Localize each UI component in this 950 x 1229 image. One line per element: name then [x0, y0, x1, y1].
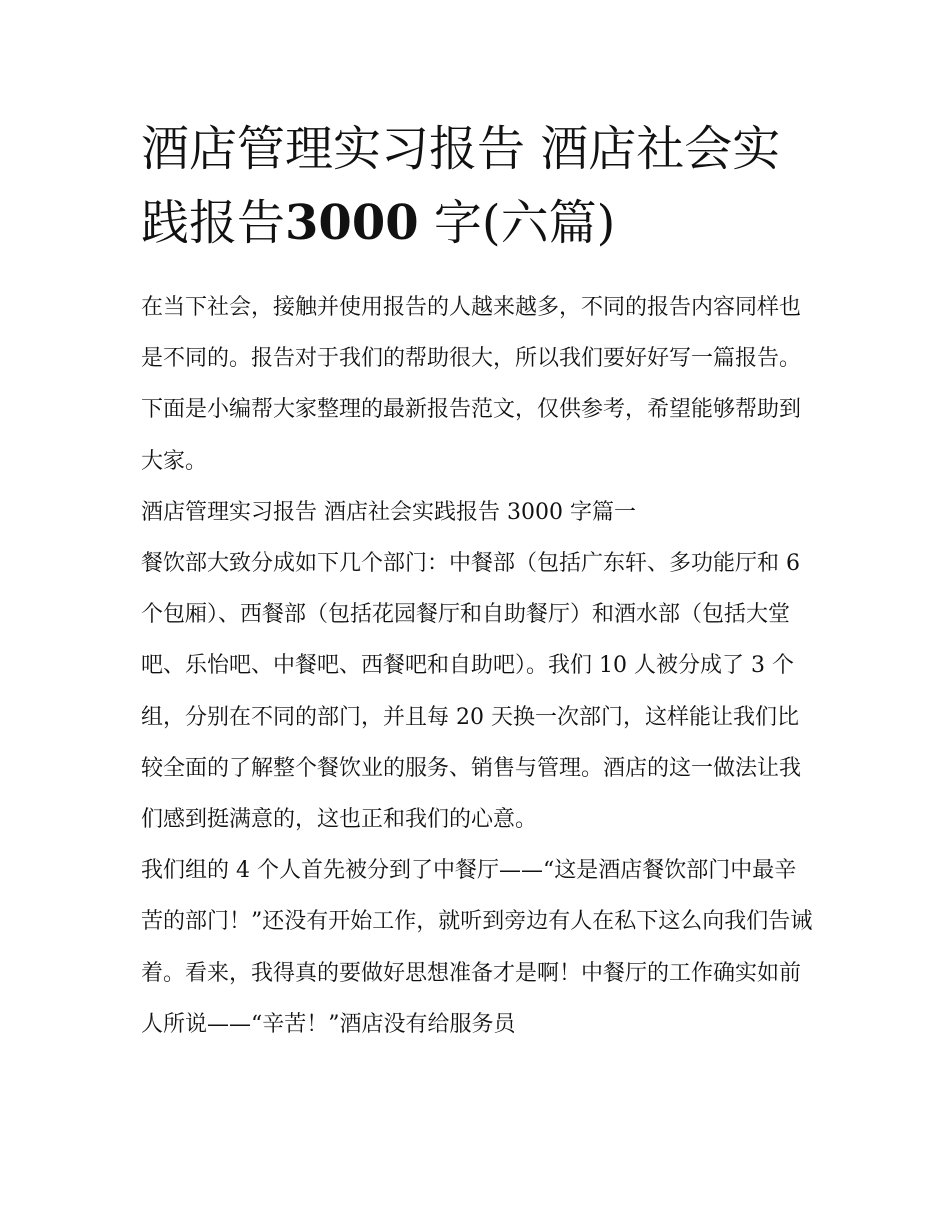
body-paragraph: 餐饮部大致分成如下几个部门：中餐部（包括广东轩、多功能厅和 6 个包厢）、西餐部（包括花园餐厅和自助餐厅）和酒水部（包括大堂吧、乐怡吧、中餐吧、西餐吧和自助吧）。我们 10 人被分成了 3 个组，分别在不同的部门，并且每 20 天换一次部门，这样能让我们比较全面的了解整个餐饮业的服务、销售与管理。酒店的这一做法让我们感到挺满意的，这也正和我们的心意。	[141, 551, 802, 833]
title-text-part2: 字(六篇)	[433, 195, 616, 251]
title-text-part1: 酒店管理实习报告 酒店社会实践报告	[141, 121, 781, 251]
document-title	[141, 112, 813, 260]
document-body	[141, 112, 813, 1050]
section-heading: 酒店管理实习报告 酒店社会实践报告 3000 字篇一	[141, 499, 636, 525]
body-paragraph: 我们组的 4 个人首先被分到了中餐厅——“这是酒店餐饮部门中最辛苦的部门！”还没有开始工作，就听到旁边有人在私下这么向我们告诫着。看来，我得真的要做好思想准备才是啊！中餐厅的工作确实如前人所说——“辛苦！”酒店没有给服务员	[141, 858, 813, 1037]
intro-paragraph: 在当下社会，接触并使用报告的人越来越多，不同的报告内容同样也是不同的。报告对于我们的帮助很大，所以我们要好好写一篇报告。下面是小编帮大家整理的最新报告范文，仅供参考，希望能够帮助到大家。	[141, 295, 802, 474]
title-number: 3000	[285, 195, 419, 251]
